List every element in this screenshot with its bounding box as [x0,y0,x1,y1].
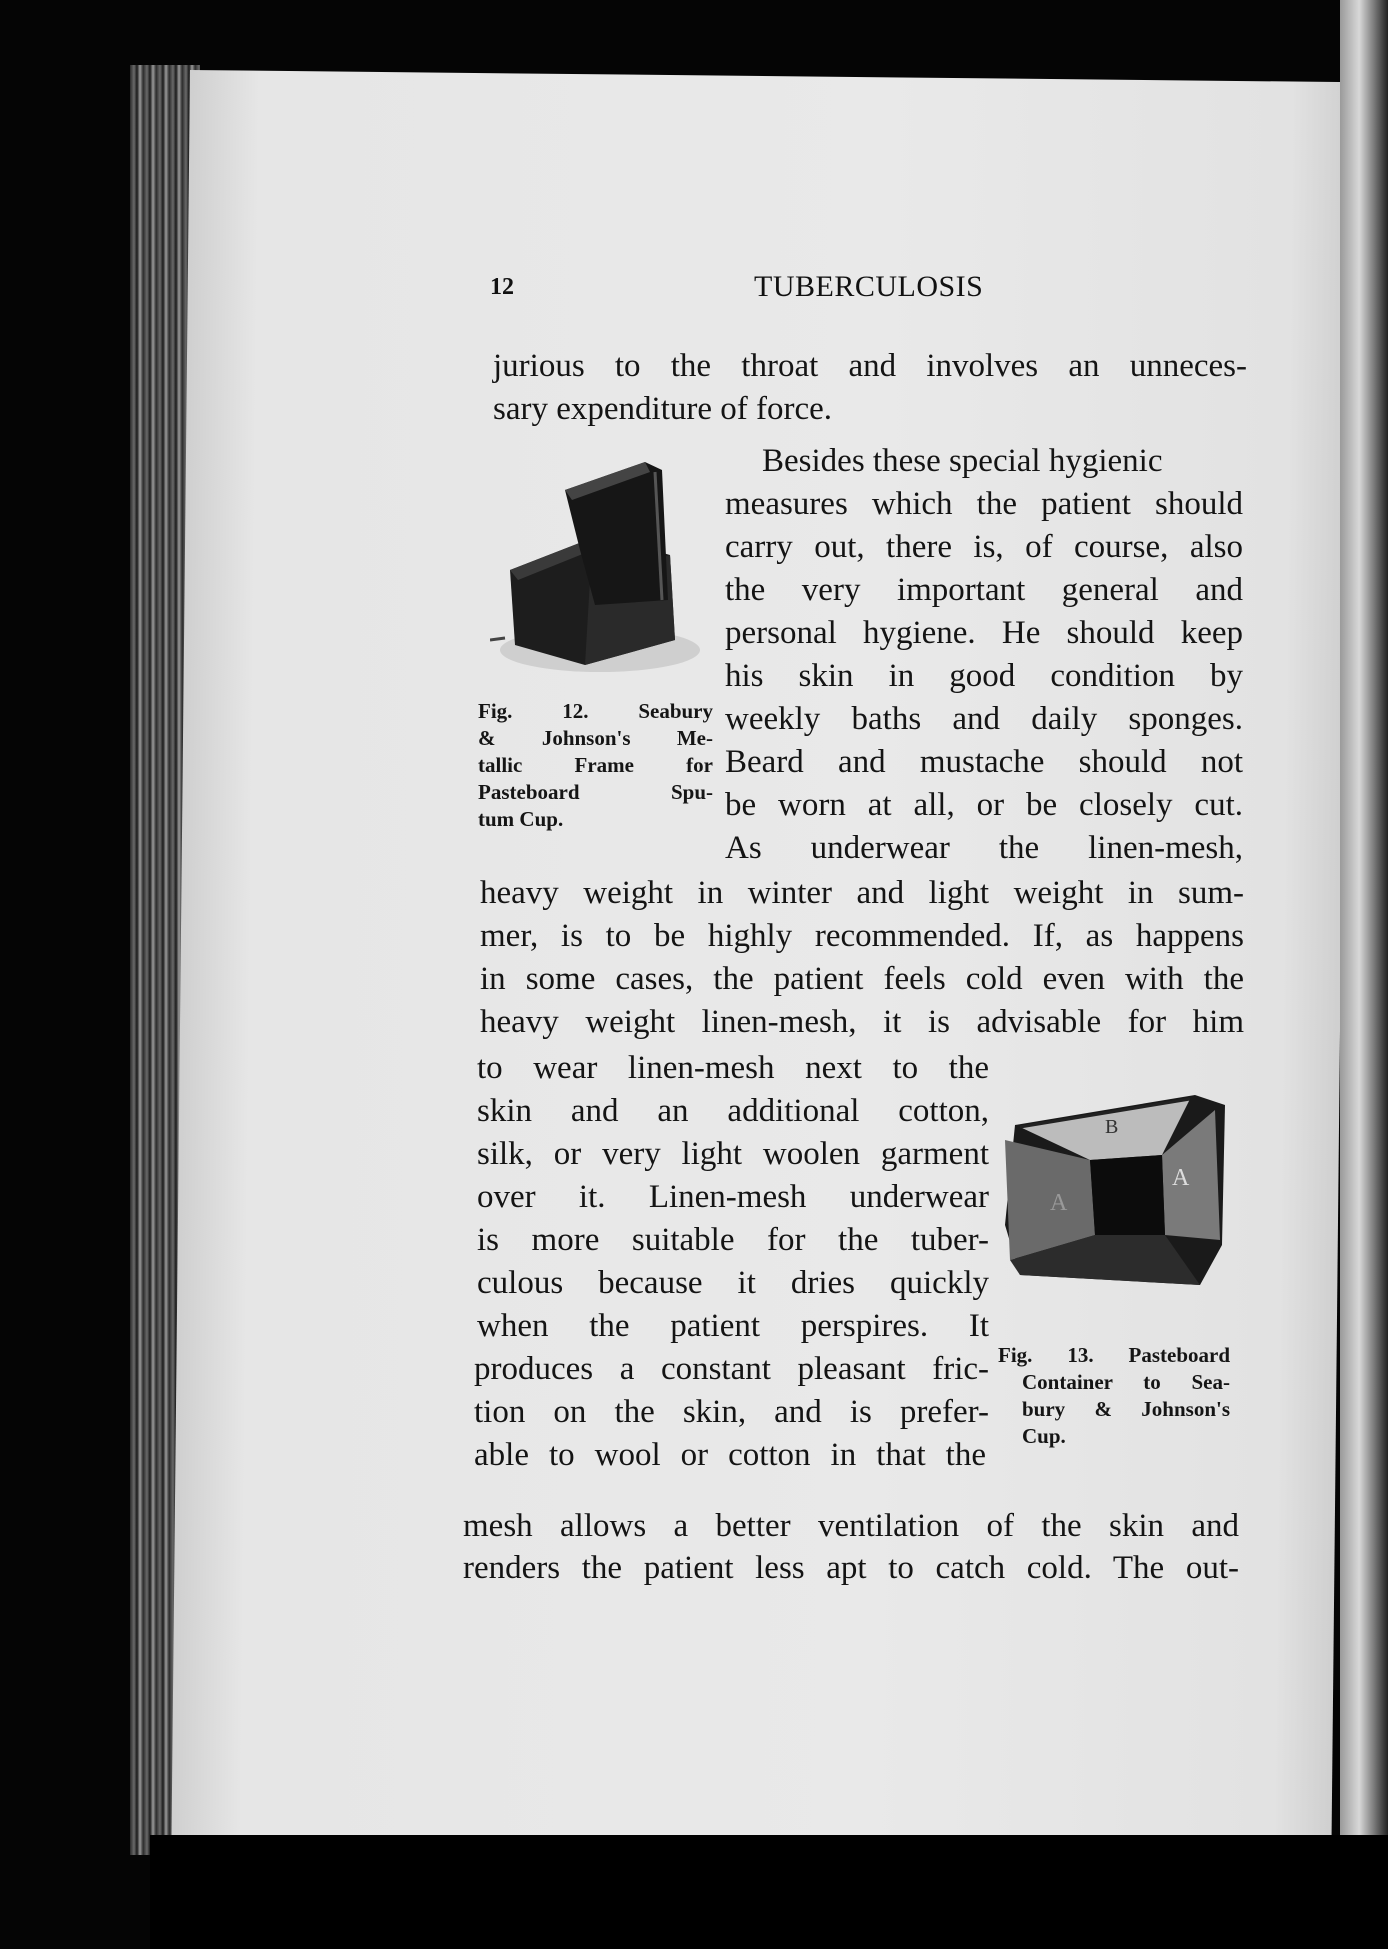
text-line: sary expenditure of force. [493,391,833,427]
text-line: heavy weight in winter and light weight in sum- [480,875,1244,911]
fig13-label-b: B [1105,1116,1119,1138]
pasteboard-container-illustration [1000,1085,1230,1305]
text-line: be worn at all, or be closely cut. [725,787,1243,823]
fig13-label-a-right: A [1172,1165,1190,1191]
text-line: over it. Linen-mesh underwear [477,1179,989,1215]
text-line: Beard and mustache should not [725,744,1243,780]
text-line: is more suitable for the tuber- [477,1222,989,1258]
text-line: produces a constant pleasant fric- [474,1351,989,1387]
text-line: mesh allows a better ventilation of the skin and [463,1508,1239,1544]
text-line: his skin in good condition by [725,658,1243,694]
caption-line: & Johnson's Me- [478,726,713,750]
running-title: TUBERCULOSIS [754,270,984,303]
text-line: to wear linen-mesh next to the [477,1050,989,1086]
figure-12-sputum-cup-frame [490,450,710,690]
caption-line: tum Cup. [478,807,564,831]
text-line: personal hygiene. He should keep [725,615,1243,651]
text-line: culous because it dries quickly [477,1265,989,1301]
page-number: 12 [490,274,514,300]
text-line: skin and an additional cotton, [477,1093,989,1129]
caption-line: Cup. [1022,1424,1066,1448]
bottom-shadow [150,1835,1388,1949]
caption-line: Container to Sea- [1022,1370,1230,1394]
text-line: when the patient perspires. It [477,1308,989,1344]
caption-line: Pasteboard Spu- [478,780,713,804]
text-line: weekly baths and daily sponges. [725,701,1243,737]
text-line: silk, or very light woolen garment [477,1136,989,1172]
text-line: in some cases, the patient feels cold even with the [480,961,1244,997]
metallic-frame-illustration [490,450,710,690]
figure-13-caption [998,1342,1230,1450]
text-line: measures which the patient should [725,486,1243,522]
text-line: carry out, there is, of course, also [725,529,1243,565]
text-line: the very important general and [725,572,1243,608]
text-line: tion on the skin, and is prefer- [474,1394,989,1430]
caption-line: tallic Frame for [478,753,713,777]
figure-12-caption [478,698,713,833]
text-line: renders the patient less apt to catch cold. The out- [463,1550,1239,1586]
text-line: As underwear the linen-mesh, [725,830,1243,866]
text-line: Besides these special hygienic [762,443,1163,479]
page-header [490,270,1250,310]
text-line: jurious to the throat and involves an unneces- [493,348,1247,384]
caption-line: bury & Johnson's [1022,1397,1230,1421]
text-line: able to wool or cotton in that the [474,1437,986,1473]
caption-line: Fig. 12. Seabury [478,699,713,723]
text-line: heavy weight linen-mesh, it is advisable for him [480,1004,1244,1040]
caption-line: Fig. 13. Pasteboard [998,1343,1230,1367]
text-line: mer, is to be highly recommended. If, as happens [480,918,1244,954]
figure-13-pasteboard-container [1000,1085,1230,1305]
fig13-label-a-left: A [1050,1190,1068,1216]
right-margin-shadow [1340,0,1388,1949]
